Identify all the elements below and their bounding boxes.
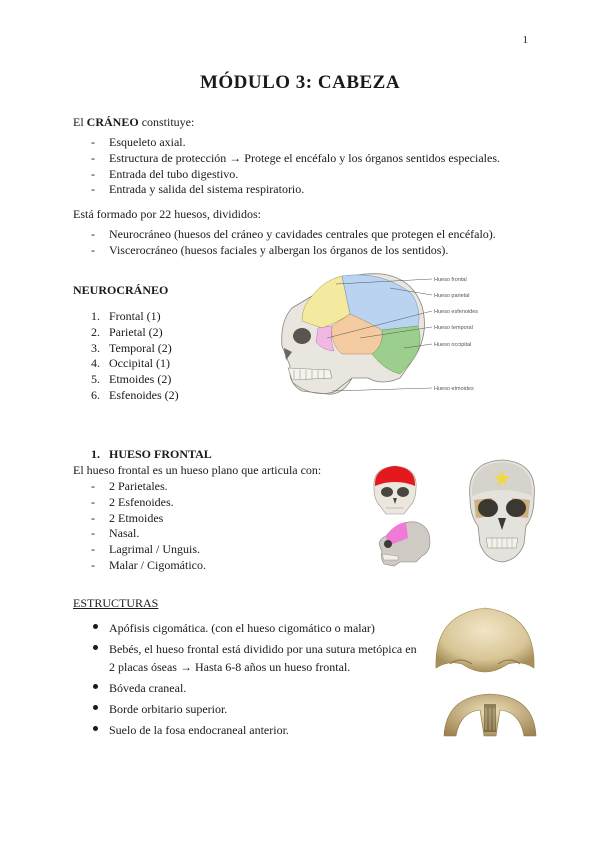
list-item: - Neurocráneo (huesos del cráneo y cavidades centrales que protegen el encéfalo). (91, 227, 496, 243)
list-item: - Lagrimal / Unguis. (91, 542, 206, 558)
list-item: - Malar / Cigomático. (91, 558, 206, 574)
heading-text: HUESO FRONTAL (109, 447, 212, 461)
cranium-functions-list (91, 135, 500, 198)
list-item: - Estructura de protección → Protege el encéfalo y los órganos sentidos especiales. (91, 151, 500, 167)
item-number: 4. (91, 356, 100, 371)
lead-pre: El (73, 115, 87, 129)
item-text: Frontal (1) (109, 309, 161, 323)
list-item: Apófisis cigomática. (con el hueso cigomático o malar) (91, 618, 417, 639)
list-item: - 2 Etmoides (91, 511, 206, 527)
item-text: Esfenoides (2) (109, 387, 179, 402)
lead-post: constituye: (138, 115, 195, 129)
neurocraneo-heading: NEUROCRÁNEO (73, 283, 169, 297)
list-item: - Nasal. (91, 526, 206, 542)
estructuras-list-cont (91, 678, 289, 741)
list-item (91, 388, 179, 404)
skull-front-large-figure (462, 456, 542, 568)
item-number: 3. (91, 340, 100, 355)
skull-lateral-figure (272, 266, 482, 411)
item-text: Temporal (2) (109, 340, 172, 355)
item-number: 5. (91, 372, 100, 387)
page-title: MÓDULO 3: CABEZA (199, 72, 401, 93)
list-item (91, 372, 179, 388)
page-number: 1 (522, 34, 528, 46)
list-item: - Entrada del tubo digestivo. (91, 167, 500, 183)
label-hueso-frontal: Hueso frontal (434, 277, 467, 283)
estructuras-continuation: 2 placas óseas → Hasta 6-8 años un hueso frontal. (109, 660, 351, 674)
item-text: Etmoides (2) (109, 372, 172, 387)
list-item: - Viscerocráneo (huesos faciales y albergan los órganos de los sentidos). (91, 243, 496, 259)
list-item (91, 309, 179, 325)
frontal-bone-anterior-photo (430, 602, 540, 682)
list-item: - 2 Parietales. (91, 479, 206, 495)
frontal-bone-inferior-photo (440, 690, 540, 744)
list-item: - Entrada y salida del sistema respiratorio. (91, 182, 500, 198)
articulations-list (91, 479, 206, 574)
label-hueso-esfenoides: Hueso esfenoides (434, 309, 479, 315)
hueso-frontal-intro: El hueso frontal es un hueso plano que articula con: (73, 463, 322, 477)
cranium-lead (73, 114, 194, 130)
item-number: 6. (91, 387, 100, 402)
list-item: - 2 Esfenoides. (91, 495, 206, 511)
list-item: Borde orbitario superior. (91, 699, 289, 720)
skull-lateral-pink-figure (376, 518, 434, 570)
estructuras-heading: ESTRUCTURAS (73, 596, 159, 610)
list-item: - Esqueleto axial. (91, 135, 500, 151)
lead-bold: CRÁNEO (86, 115, 139, 129)
label-hueso-etmoides: Hueso etmoides (434, 386, 474, 392)
list-item (91, 325, 179, 341)
list-item (91, 341, 179, 357)
hueso-frontal-heading (91, 447, 212, 462)
label-hueso-temporal: Hueso temporal (434, 325, 473, 331)
item-text: Occipital (1) (109, 356, 170, 371)
item-number: 2. (91, 324, 100, 339)
skull-front-red-figure (360, 462, 430, 518)
list-item: Bóveda craneal. (91, 678, 289, 699)
estructuras-list (91, 618, 417, 660)
heading-number: 1. (91, 447, 100, 461)
formed-by-text: Está formado por 22 huesos, divididos: (73, 207, 261, 221)
divisions-list (91, 227, 496, 259)
list-item (91, 356, 179, 372)
label-hueso-parietal: Hueso parietal (434, 293, 470, 299)
list-item: Bebés, el hueso frontal está dividido por una sutura metópica en (91, 639, 417, 660)
item-text: Parietal (2) (109, 324, 163, 339)
item-number: 1. (91, 309, 100, 323)
list-item: Suelo de la fosa endocraneal anterior. (91, 720, 289, 741)
label-hueso-occipital: Hueso occipital (434, 342, 472, 348)
neurocraneo-list (91, 309, 179, 404)
